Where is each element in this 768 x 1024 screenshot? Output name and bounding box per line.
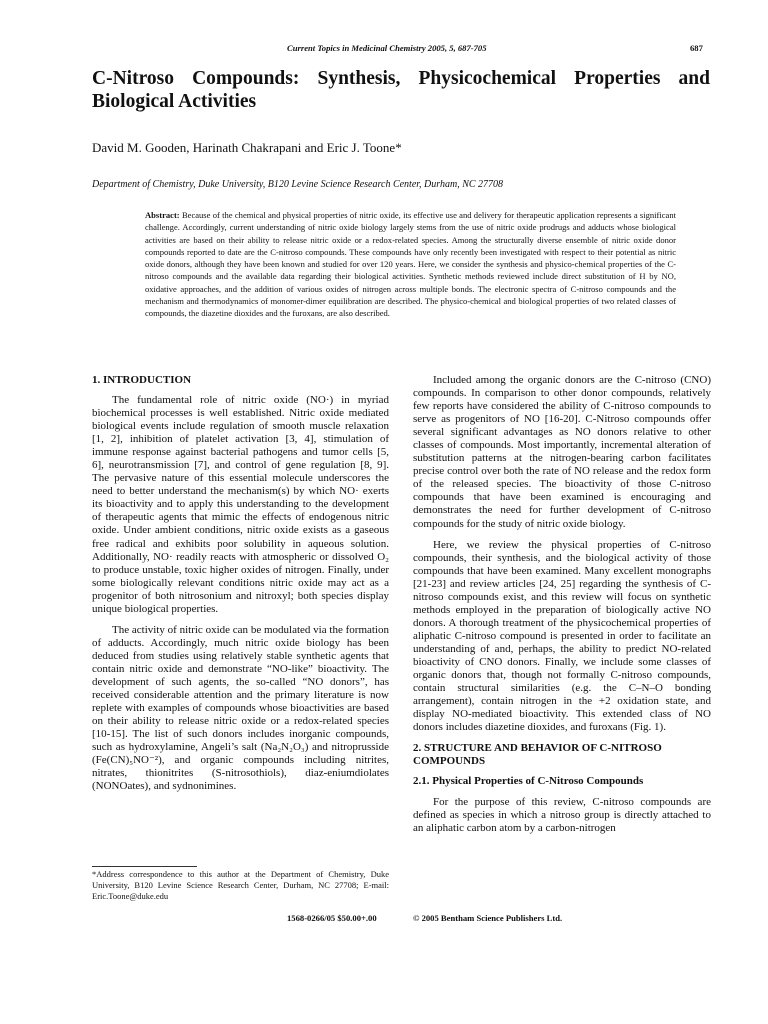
running-header — [0, 43, 768, 57]
copyright-notice: © 2005 Bentham Science Publishers Ltd. — [413, 913, 563, 923]
abstract-text: Because of the chemical and physical properties of nitric oxide, its effective use and delivery for therapeutic application represents a significant challenge. Accordingly, current understanding of nitric oxide biology largely stems from the use of nitric oxide prodrugs and adducts whose biological activities are based on their ability to release nitric oxide or a redox-related species. Among the structurally diverse ensemble of nitric oxide donor compounds reported to date are the C-nitroso compounds. These compounds have only recently been investigated with respect to their potential as nitric oxide donors, although they have been known and studied for over 120 years. Here, we consider the synthesis and physico-chemical properties of the C-nitroso compounds and the available data regarding their biological activities. Synthetic methods reviewed include direct substitution of H by NO, oxidative approaches, and the addition of various oxides of nitrogen across multiple bonds. The electronic spectra of C-nitroso compounds and the mechanism and thermodynamics of monomer-dimer equilibration are described. The physico-chemical and biological properties of two related classes of compounds, the diazetine dioxides and the furoxans, are also described. — [145, 210, 676, 319]
abstract-label: Abstract: — [145, 210, 180, 220]
author-list: David M. Gooden, Harinath Chakrapani and Eric J. Toone* — [92, 140, 402, 155]
section-heading-structure: 2. STRUCTURE AND BEHAVIOR OF C-NITROSO COMPOUNDS — [413, 742, 662, 768]
section-heading-introduction: 1. INTRODUCTION — [92, 374, 192, 386]
abstract — [145, 209, 676, 320]
body-paragraph: The fundamental role of nitric oxide (NO·) in myriad biochemical processes is well established. Nitric oxide mediated biological events include regulation of smooth muscle relaxation [1, 2], inhibition of platelet activation [3, 4], stimulation of immune response against bacterial pathogens and tumor cells [5, 6], neurotransmission [7], and control of gene regulation [8, 9]. The pervasive nature of this essential molecule underscores the need to better understand the mechanism(s) by which NO· exerts its bioactivity and to apply this understanding to the development of therapeutic agents that mimic the effects of endogenous nitric oxide. Under ambient conditions, nitric oxide exists as a gaseous free radical and exhibits poor solubility in aqueous solution. Additionally, NO· readily reacts with atmospheric or dissolved O₂ to produce unstable, toxic higher oxides of nitrogen. Finally, under some biologically relevant conditions nitric oxide may act as a progenitor of both nitrosonium and nitroxyl; both species display unique biological properties. — [92, 394, 389, 615]
body-paragraph: Included among the organic donors are the C-nitroso (CNO) compounds. In comparison to other donor compounds, relatively few reports have considered the ability of C-nitroso compounds to serve as progenitors of NO [16-20]. C-Nitroso compounds offer several significant advantages as NO donors relative to other classes of compounds. Most importantly, incremental alteration of substitution patterns at the nitrogen-bearing carbon facilitates precise control over both the rate of NO release and the redox form of the released species. The bioactivity of those C-nitroso compounds that have been examined is encouraging and demonstrates the need for further development of C-nitroso compounds for the study of nitric oxide biology. — [413, 374, 711, 530]
body-paragraph: For the purpose of this review, C-nitroso compounds are defined as species in which a nitroso group is directly attached to an aliphatic carbon atom by a carbon-nitrogen — [413, 796, 711, 835]
issn-price: 1568-0266/05 $50.00+.00 — [287, 913, 377, 923]
footnote-divider — [92, 866, 197, 867]
subsection-heading-physical-properties: 2.1. Physical Properties of C-Nitroso Compounds — [413, 775, 644, 788]
left-column — [92, 374, 389, 801]
right-column — [413, 374, 711, 843]
author-affiliation: Department of Chemistry, Duke University, B120 Levine Science Research Center, Durham, NC 27708 — [92, 179, 504, 190]
correspondence-footnote: *Address correspondence to this author at the Department of Chemistry, Duke University, B120 Levine Science Research Center, Durham, NC 27708; E-mail: Eric.Toone@duke.edu — [92, 869, 389, 902]
page-number: 687 — [690, 43, 703, 53]
journal-citation: Current Topics in Medicinal Chemistry 2005, 5, 687-705 — [287, 43, 487, 53]
article-title: C-Nitroso Compounds: Synthesis, Physicochemical Properties and Biological Activities — [92, 68, 710, 112]
body-paragraph: Here, we review the physical properties of C-nitroso compounds, their synthesis, and the biological activity of those compounds that have been examined. Many excellent monographs [21-23] and review articles [24, 25] regarding the synthesis of C-nitroso compounds exist, and this review will focus on synthetic methods employed in the preparation of biologically active NO donors. A thorough treatment of the physicochemical properties of aliphatic C-nitroso compound is presented in order to facilitate an understanding of and, perhaps, the ability to predict NO-related bioactivity of CNO donors. Finally, we include some classes of organic donors that, though not formally C-nitroso compounds, contain structural similarities (e.g. the C–N–O bonding arrangement), contain nitrogen in the +2 oxidation state, and display NO-mediated bioactivity. This extended class of NO donors includes diazetine dioxides, and furoxans (Fig. 1). — [413, 538, 711, 734]
body-paragraph: The activity of nitric oxide can be modulated via the formation of adducts. Accordingly, much nitric oxide biology has been deduced from studies using relatively stable synthetic agents that contain nitric oxide and demonstrate “NO-like” bioactivity. The development of such agents, the so-called “NO donors”, has received considerable attention and the primary literature is now replete with examples of compounds whose bioactivities are based on their ability to release nitric oxide or a redox-related species [10-15]. The list of such donors includes inorganic compounds, such as hydroxylamine, Angeli’s salt (Na₂N₂O₃) and nitroprusside (Fe(CN)₅NO⁻²), and organic compounds including nitrites, nitrates, thionitrites (S-nitrosothiols), diaz-eniumdiolates (NONOates), and sydnonimines. — [92, 623, 389, 793]
